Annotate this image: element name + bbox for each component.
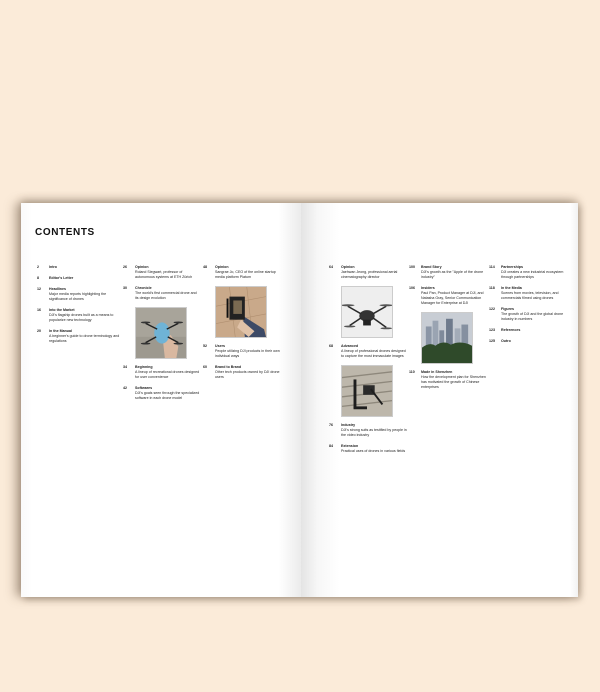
toc-entry (35, 308, 121, 323)
page-number: 2 (37, 265, 39, 269)
page-number: 114 (489, 265, 495, 269)
entry-heading: Outro (501, 339, 511, 343)
toc-entry (121, 386, 201, 401)
toc-column-6 (487, 265, 567, 350)
camera-rig-icon (342, 366, 392, 416)
page-number: 20 (37, 329, 41, 333)
entry-description: The growth of DJI and the global drone industry in numbers (501, 312, 564, 321)
entry-heading: Softwares (135, 386, 153, 390)
toc-column-3 (201, 265, 281, 386)
page-number: 12 (37, 287, 41, 291)
toc-entry (487, 339, 567, 344)
entry-heading: In the Media (501, 286, 522, 290)
right-page (301, 203, 578, 597)
page-number: 68 (329, 344, 333, 348)
gimbal-icon (216, 287, 266, 337)
page-number: 106 (409, 286, 415, 290)
entry-heading: Into the Market (49, 308, 75, 312)
page-number: 84 (329, 444, 333, 448)
page-number: 52 (203, 344, 207, 348)
entry-description: DJI's growth as the "Apple of the drone industry" (421, 270, 484, 279)
toc-entry (201, 344, 281, 359)
toc-entry (35, 287, 121, 302)
toc-entry (201, 265, 281, 280)
entry-description: Scenes from movies, television, and commercials filmed using drones (501, 291, 559, 300)
entry-heading: Headlines (49, 287, 66, 291)
toc-entry (121, 365, 201, 380)
entry-description: DJI's flagship drones built as a means to popularize new technology (49, 313, 114, 322)
entry-heading: Opinion (135, 265, 149, 269)
entry-heading: Advanced (341, 344, 359, 348)
toc-column-1 (35, 265, 121, 350)
toc-entry (35, 329, 121, 344)
entry-description: How the development plan for Shenzhen has motivated the growth of Chinese enterprises (421, 375, 486, 389)
page-number: 16 (37, 308, 41, 312)
toc-entry (35, 276, 121, 281)
entry-heading: Opinion (341, 265, 355, 269)
page-number: 123 (489, 328, 495, 332)
entry-description: Sangrae Jo, CEO of the online startup media platform Platum (215, 270, 276, 279)
page-number: 64 (329, 265, 333, 269)
page-number: 26 (123, 265, 127, 269)
drone-in-hand-photo (135, 307, 187, 359)
page-title: CONTENTS (35, 227, 95, 238)
toc-entry (327, 423, 407, 438)
toc-entry (121, 286, 201, 301)
entry-heading: Figures (501, 307, 514, 311)
magazine-spread (21, 203, 578, 597)
toc-entry (407, 286, 487, 306)
entry-description: Other tech products owned by DJI drone users (215, 370, 280, 379)
entry-heading: References (501, 328, 521, 332)
city-skyline-photo (421, 312, 473, 364)
toc-column-2 (121, 265, 201, 407)
page-number: 34 (123, 365, 127, 369)
toc-entry (201, 365, 281, 380)
handheld-gimbal-photo (215, 286, 267, 338)
toc-entry (407, 370, 487, 390)
toc-entry (327, 344, 407, 359)
entry-heading: Chronicle (135, 286, 152, 290)
entry-heading: Brand Story (421, 265, 442, 269)
page-number: 76 (329, 423, 333, 427)
entry-heading: In the Manual (49, 329, 72, 333)
toc-entry (121, 265, 201, 280)
entry-heading: Editor's Letter (49, 276, 74, 280)
entry-heading: Brand to Brand (215, 365, 242, 369)
toc-column-4 (327, 265, 407, 460)
toc-entry (487, 307, 567, 322)
entry-description: Roland Siegwart, professor of autonomous systems at ETH Zürich (135, 270, 193, 279)
entry-description: People utilizing DJI products in their own individual ways (215, 349, 280, 358)
entry-description: A lineup of recreational drones designed for user convenience (135, 370, 200, 379)
entry-heading: Beginning (135, 365, 153, 369)
entry-description: Jaehwan Jeong, professional aerial cinematography director (341, 270, 398, 279)
page-number: 48 (203, 265, 207, 269)
drone-icon (342, 287, 392, 337)
entry-description: A lineup of professional drones designed to capture the most immaculate images (341, 349, 406, 358)
page-number: 110 (409, 370, 415, 374)
entry-description: Major media reports highlighting the significance of drones (49, 292, 107, 301)
entry-heading: Intro (49, 265, 57, 269)
page-number: 122 (489, 307, 495, 311)
toc-entry (327, 444, 407, 454)
drone-in-hand-icon (136, 308, 186, 358)
entry-heading: Users (215, 344, 225, 348)
toc-column-5 (407, 265, 487, 396)
toc-entry (487, 328, 567, 333)
left-page (21, 203, 301, 597)
page-number: 60 (203, 365, 207, 369)
page-number: 42 (123, 386, 127, 390)
entry-heading: Insiders (421, 286, 435, 290)
camera-rig-photo (341, 365, 393, 417)
entry-description: The world's first commercial drone and its design evolution (135, 291, 197, 300)
page-number: 30 (123, 286, 127, 290)
page-number: 8 (37, 276, 39, 280)
page-number: 125 (489, 339, 495, 343)
entry-heading: Extension (341, 444, 359, 448)
skyline-icon (422, 313, 472, 363)
entry-description: DJI's goals seen through the specialized software in each drone model (135, 391, 200, 400)
entry-description: Practical uses of drones in various fields (341, 449, 406, 453)
entry-heading: Opinion (215, 265, 229, 269)
toc-entry (487, 286, 567, 301)
entry-heading: Made in Shenzhen (421, 370, 453, 374)
drone-photo (341, 286, 393, 338)
toc-entry (327, 265, 407, 280)
entry-heading: Industry (341, 423, 356, 427)
page-number: 100 (409, 265, 415, 269)
toc-entry (35, 265, 121, 270)
toc-entry (407, 265, 487, 280)
entry-description: DJI's strong suits as testified by people in the video industry (341, 428, 407, 437)
toc-entry (487, 265, 567, 280)
entry-description: A beginner's guide to drone terminology and regulations (49, 334, 120, 343)
entry-description: DJI creates a new industrial ecosystem through partnerships (501, 270, 564, 279)
entry-description: Paul Pan, Product Manager at DJI, and Natasha Gray, Senior Communication Manager for Enterprise at DJI (421, 291, 484, 305)
entry-heading: Partnerships (501, 265, 523, 269)
page-number: 118 (489, 286, 495, 290)
